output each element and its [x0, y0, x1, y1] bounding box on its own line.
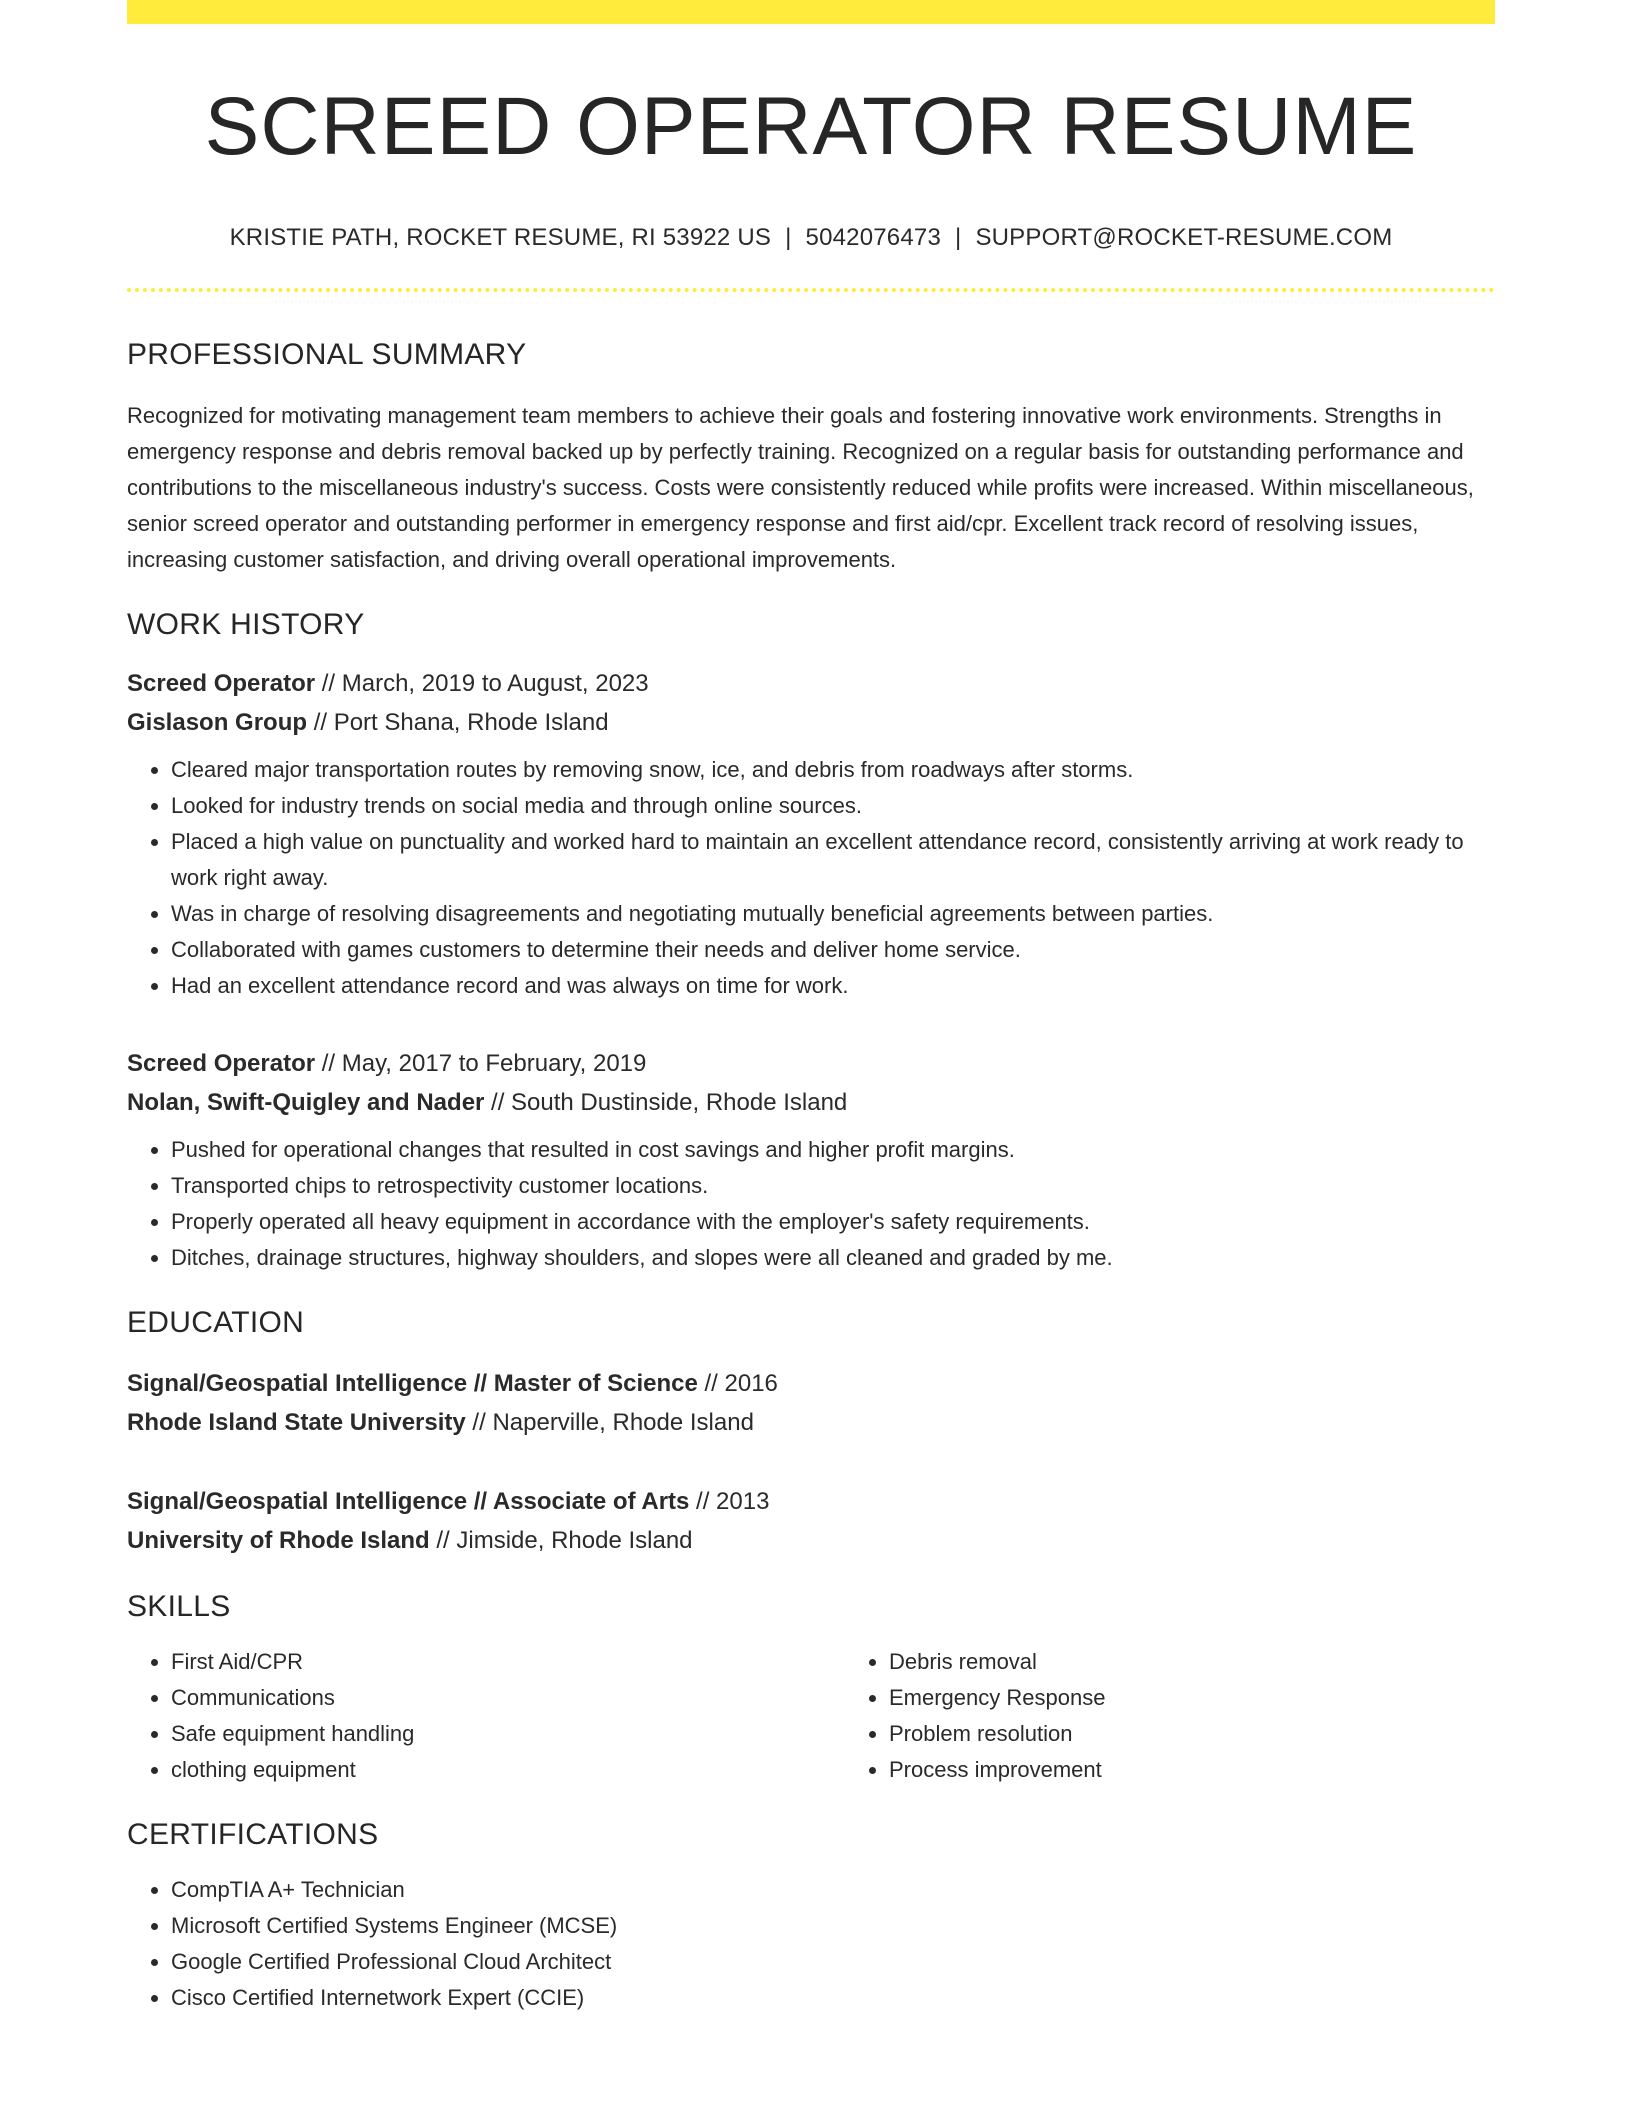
skills-grid	[127, 1644, 1495, 1788]
list-item: • First Aid/CPR	[171, 1644, 801, 1680]
accent-top-bar	[127, 0, 1495, 24]
skills-list-left	[127, 1644, 801, 1788]
job-location: // South Dustinside, Rhode Island	[484, 1089, 848, 1117]
dotted-divider	[127, 288, 1495, 292]
job-location: // Port Shana, Rhode Island	[307, 709, 609, 737]
job-entry	[127, 1044, 1495, 1276]
education-degree-line	[127, 1364, 1495, 1403]
job-title-line	[127, 664, 1495, 703]
list-item: • Properly operated all heavy equipment in accordance with the employer's safety requirements.	[171, 1204, 1495, 1240]
job-title: Screed Operator	[127, 670, 316, 698]
list-item: • Safe equipment handling	[171, 1716, 801, 1752]
job-company-line	[127, 703, 1495, 742]
job-title: Screed Operator	[127, 1050, 316, 1078]
list-item: • Transported chips to retrospectivity customer locations.	[171, 1168, 1495, 1204]
list-item: • Ditches, drainage structures, highway shoulders, and slopes were all cleaned and graded by me.	[171, 1240, 1495, 1276]
job-entry	[127, 664, 1495, 1004]
contact-email: SUPPORT@ROCKET-RESUME.COM	[975, 224, 1393, 252]
education-entry	[127, 1364, 1495, 1442]
contact-separator: |	[955, 224, 962, 252]
education-degree: Signal/Geospatial Intelligence // Master of Science	[127, 1370, 698, 1398]
work-history-heading: WORK HISTORY	[127, 608, 365, 642]
list-item: • Process improvement	[889, 1752, 1489, 1788]
summary-text: Recognized for motivating management team members to achieve their goals and fostering innovative work environments. Strengths in emergency response and debris removal backed up by perfectly training. Recognized on a regular basis for outstanding performance and contributions to the miscellaneous industry's success. Costs were consistently reduced while profits were increased. Within miscellaneous, senior screed operator and outstanding performer in emergency response and first aid/cpr. Excellent track record of resolving issues, increasing customer satisfaction, and driving overall operational improvements.	[127, 403, 1474, 573]
job-company: Nolan, Swift-Quigley and Nader	[127, 1089, 485, 1117]
skills-list-right	[845, 1644, 1489, 1788]
job-company-line	[127, 1083, 1495, 1122]
job-title-line	[127, 1044, 1495, 1083]
list-item: • CompTIA A+ Technician	[171, 1872, 1495, 1908]
summary-heading: PROFESSIONAL SUMMARY	[127, 338, 527, 372]
list-item: • Placed a high value on punctuality and worked hard to maintain an excellent attendance record, consistently arriving at work ready to work right away.	[171, 824, 1495, 896]
list-item: • Cisco Certified Internetwork Expert (CCIE)	[171, 1980, 1495, 2016]
contact-line	[127, 224, 1495, 252]
education-school: Rhode Island State University	[127, 1409, 466, 1437]
list-item: • Google Certified Professional Cloud Architect	[171, 1944, 1495, 1980]
job-dates: // May, 2017 to February, 2019	[315, 1050, 647, 1078]
resume-page	[127, 0, 1495, 2016]
education-degree-line	[127, 1482, 1495, 1521]
education-year: // 2013	[689, 1488, 770, 1516]
job-company: Gislason Group	[127, 709, 308, 737]
list-item: • Problem resolution	[889, 1716, 1489, 1752]
list-item: • Collaborated with games customers to determine their needs and deliver home service.	[171, 932, 1495, 968]
contact-address: KRISTIE PATH, ROCKET RESUME, RI 53922 US	[229, 224, 772, 252]
contact-separator: |	[785, 224, 792, 252]
education-location: // Naperville, Rhode Island	[465, 1409, 754, 1437]
list-item: • Debris removal	[889, 1644, 1489, 1680]
list-item: • Had an excellent attendance record and was always on time for work.	[171, 968, 1495, 1004]
job-bullets	[127, 752, 1495, 1004]
education-school-line	[127, 1521, 1495, 1560]
education-school-line	[127, 1403, 1495, 1442]
list-item: • Looked for industry trends on social media and through online sources.	[171, 788, 1495, 824]
education-location: // Jimside, Rhode Island	[429, 1527, 693, 1555]
education-entry	[127, 1482, 1495, 1560]
education-year: // 2016	[697, 1370, 778, 1398]
list-item: • Cleared major transportation routes by removing snow, ice, and debris from roadways after storms.	[171, 752, 1495, 788]
list-item: • Pushed for operational changes that resulted in cost savings and higher profit margins.	[171, 1132, 1495, 1168]
education-heading: EDUCATION	[127, 1306, 305, 1340]
certifications-heading: CERTIFICATIONS	[127, 1818, 379, 1852]
education-school: University of Rhode Island	[127, 1527, 430, 1555]
job-dates: // March, 2019 to August, 2023	[315, 670, 649, 698]
list-item: • Was in charge of resolving disagreements and negotiating mutually beneficial agreements between parties.	[171, 896, 1495, 932]
contact-phone: 5042076473	[805, 224, 941, 252]
list-item: • clothing equipment	[171, 1752, 801, 1788]
skills-heading: SKILLS	[127, 1590, 231, 1624]
certifications-list	[127, 1872, 1495, 2016]
job-bullets	[127, 1132, 1495, 1276]
list-item: • Communications	[171, 1680, 801, 1716]
education-degree: Signal/Geospatial Intelligence // Associate of Arts	[127, 1488, 690, 1516]
resume-title: SCREED OPERATOR RESUME	[204, 81, 1418, 172]
list-item: • Emergency Response	[889, 1680, 1489, 1716]
list-item: • Microsoft Certified Systems Engineer (MCSE)	[171, 1908, 1495, 1944]
